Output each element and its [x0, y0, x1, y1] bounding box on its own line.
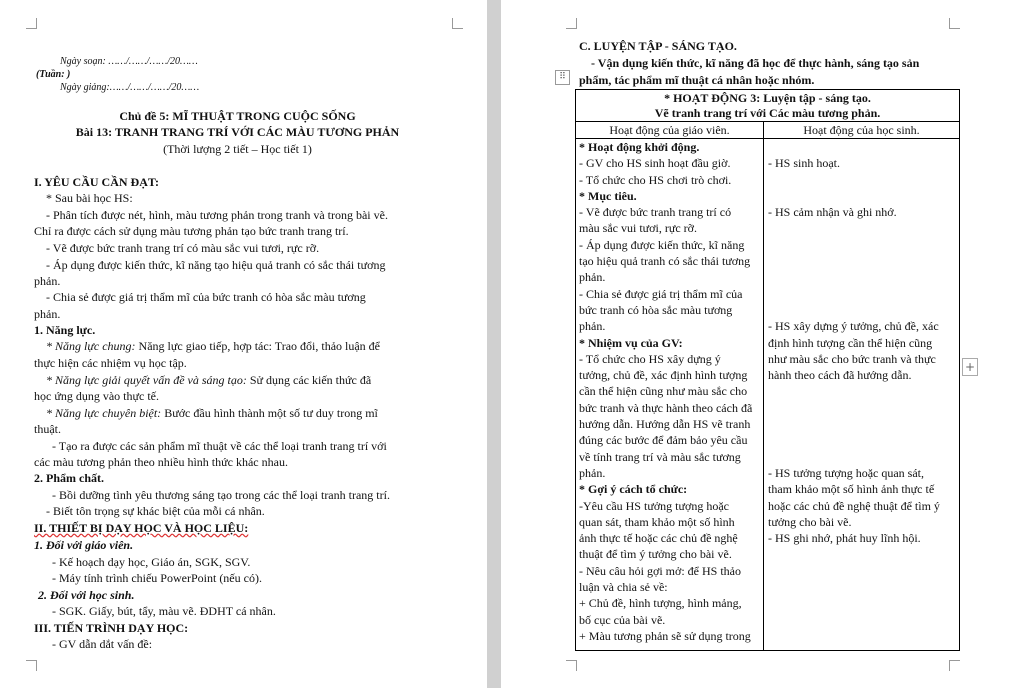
- competency-label: * Năng lực chuyên biệt:: [46, 406, 162, 420]
- table-cell-line: + Màu tương phản sẽ sử dụng trong: [579, 628, 751, 643]
- teacher-activity-cell: [579, 139, 762, 644]
- paragraph: - GV dẫn dắt vấn đề:: [52, 637, 153, 651]
- table-cell-line: - HS sinh hoạt.: [768, 156, 840, 171]
- table-cell-line: - Áp dụng được kiến thức, kĩ năng: [579, 237, 745, 252]
- crop-mark: [566, 18, 577, 29]
- table-cell-line: - HS ghi nhớ, phát huy lĩnh hội.: [768, 531, 921, 546]
- table-cell-line: đúng các bước để đảm bảo yêu cầu: [579, 433, 748, 448]
- paragraph: - Bồi dưỡng tình yêu thương sáng tạo trong các thể loại tranh trang trí.: [52, 488, 390, 502]
- competency-label: * Năng lực chung:: [46, 339, 136, 353]
- paragraph: thuật.: [34, 422, 61, 436]
- section3-heading: III. TIẾN TRÌNH DẠY HỌC:: [34, 621, 189, 635]
- table-cell-line: thuật để tìm ý tưởng cho bài vẽ.: [579, 547, 732, 562]
- lesson-duration: (Thời lượng 2 tiết – Học tiết 1): [163, 142, 312, 156]
- student-activity-item: [768, 465, 940, 546]
- teach-date: Ngày giảng:……/……/……/20……: [60, 82, 200, 93]
- section1-intro: * Sau bài học HS:: [46, 191, 133, 205]
- table-cell-line: quan sát, tham khảo một số hình: [579, 514, 735, 529]
- paragraph: - Chia sẻ được giá trị thẩm mĩ của bức tranh có hòa sắc màu tương: [46, 290, 366, 304]
- paragraph: - Áp dụng được kiến thức, kĩ năng tạo hiệu quả tranh có sắc thái tương: [46, 258, 386, 272]
- student-activity-item: [768, 155, 840, 171]
- document-page-left: [0, 0, 487, 688]
- crop-mark: [26, 660, 37, 671]
- table-cell-line: * Hoạt động khởi động.: [579, 140, 700, 154]
- table-cell-line: ảnh thực tế hoặc các chủ đề nghệ: [579, 531, 738, 546]
- paragraph: học ứng dụng vào thực tế.: [34, 389, 159, 403]
- competency-heading: 1. Năng lực.: [34, 323, 96, 337]
- table-cell-line: về tính trang trí và màu sắc tương: [579, 449, 741, 464]
- page-gap: [487, 0, 501, 688]
- table-cell-line: cần thể hiện cũng như màu sắc cho: [579, 384, 748, 399]
- table-cell-line: tạo hiệu quả tranh có sắc thái tương: [579, 254, 751, 269]
- table-cell-line: * Mục tiêu.: [579, 188, 637, 203]
- table-cell-line: bức tranh có hòa sắc màu tương: [579, 302, 733, 317]
- table-cell-line: -Yêu cầu HS tưởng tượng hoặc: [579, 498, 729, 513]
- competency-text: Bước đầu hình thành một số tư duy trong mĩ: [161, 406, 378, 420]
- lesson-title: Bài 13: TRANH TRANG TRÍ VỚI CÁC MÀU TƯƠNG PHẢN: [75, 125, 400, 139]
- table-cell-line: - GV cho HS sinh hoạt đầu giờ.: [579, 156, 731, 171]
- crop-mark: [26, 18, 37, 29]
- prep-date: Ngày soạn: ……/……/……/20……: [60, 56, 198, 67]
- table-subtitle: Vẽ tranh trang trí với Các màu tương phản.: [654, 106, 881, 120]
- col-header-student: Hoạt động của học sinh.: [803, 123, 920, 137]
- paragraph: - Kế hoạch dạy học, Giáo án, SGK, SGV.: [52, 555, 251, 569]
- table-cell-line: * Gợi ý cách tổ chức:: [579, 482, 688, 497]
- quality-heading: 2. Phẩm chất.: [34, 471, 104, 485]
- student-activity-item: [768, 318, 939, 383]
- crop-mark: [949, 18, 960, 29]
- table-cell-line: - Chia sẻ được giá trị thẩm mĩ của: [579, 286, 743, 301]
- table-cell-line: tham khảo một số hình ảnh thực tế: [768, 482, 935, 497]
- table-cell-line: - HS tưởng tượng hoặc quan sát,: [768, 466, 925, 480]
- paragraph: - Biết tôn trọng sự khác biệt của mỗi cá nhân.: [46, 504, 265, 518]
- table-cell-line: hoặc các chủ đề nghệ thuật để tìm ý: [768, 498, 940, 513]
- paragraph: - Phân tích được nét, hình, màu tương phản trong tranh và trong bài vẽ.: [46, 208, 388, 222]
- competency-text: Sử dụng các kiến thức đã: [246, 373, 372, 387]
- section2-heading: II. THIẾT BỊ DẠY HỌC VÀ HỌC LIỆU:: [34, 521, 249, 535]
- table-cell-line: như màu sắc cho bức tranh và thực: [768, 351, 936, 366]
- table-cell-line: phản.: [579, 270, 606, 285]
- table-cell-line: luận và chia sẻ về:: [579, 580, 668, 595]
- table-cell-line: * Nhiệm vụ của GV:: [579, 335, 683, 350]
- competency-label: * Năng lực giải quyết vấn đề và sáng tạo:: [46, 373, 247, 387]
- teacher-heading: 1. Đối với giáo viên.: [34, 538, 134, 552]
- table-cell-line: - Nêu câu hỏi gợi mở: để HS thảo: [579, 563, 741, 578]
- table-cell-line: - HS xây dựng ý tưởng, chủ đề, xác: [768, 319, 939, 334]
- table-cell-line: tưởng, chủ đề, xác định hình tượng: [579, 368, 748, 383]
- section-c-heading: C. LUYỆN TẬP - SÁNG TẠO.: [579, 39, 737, 53]
- week-label: (Tuần: ): [36, 69, 71, 80]
- table-cell-line: - HS cảm nhận và ghi nhớ.: [768, 205, 897, 220]
- section-c-intro: - Vận dụng kiến thức, kĩ năng đã học để thực hành, sáng tạo sản: [591, 56, 920, 70]
- table-cell-line: hướng dẫn. Hướng dẫn HS vẽ tranh: [579, 417, 751, 432]
- col-header-teacher: Hoạt động của giáo viên.: [609, 123, 730, 137]
- paragraph: Chỉ ra được cách sử dụng màu tương phản tạo bức tranh trang trí.: [34, 224, 349, 238]
- crop-mark: [452, 18, 463, 29]
- table-cell-line: - Vẽ được bức tranh trang trí có: [579, 205, 732, 220]
- table-cell-line: bố cục của bài vẽ.: [579, 612, 666, 627]
- paragraph: - Máy tính trình chiếu PowerPoint (nếu có).: [52, 571, 262, 585]
- section-c-intro: phẩm, tác phẩm mĩ thuật cá nhân hoặc nhóm.: [579, 73, 815, 87]
- paragraph: - SGK. Giấy, bút, tẩy, màu vẽ. ĐDHT cá nhân.: [52, 604, 276, 618]
- crop-mark: [566, 660, 577, 671]
- table-cell-line: phản.: [579, 465, 606, 480]
- table-column-rule: [763, 122, 764, 651]
- student-heading: 2. Đối với học sinh.: [38, 588, 135, 602]
- document-page-right: [501, 0, 1009, 688]
- paragraph: - Vẽ được bức tranh trang trí có màu sắc vui tươi, rực rỡ.: [46, 241, 320, 255]
- paragraph: [46, 372, 371, 388]
- paragraph: [46, 405, 378, 421]
- table-cell-line: - Tổ chức cho HS chơi trò chơi.: [579, 172, 732, 187]
- table-cell-line: màu sắc vui tươi, rực rỡ.: [579, 221, 698, 236]
- competency-text: Năng lực giao tiếp, hợp tác: Trao đổi, thảo luận để: [135, 339, 381, 353]
- table-cell-line: phản.: [579, 319, 606, 334]
- table-cell-line: + Chủ đề, hình tượng, hình mảng,: [579, 596, 742, 611]
- paragraph: phản.: [34, 274, 61, 288]
- crop-mark: [949, 660, 960, 671]
- paragraph: các màu tương phản theo nhiều hình thức khác nhau.: [34, 455, 288, 469]
- section1-heading: I. YÊU CẦU CẦN ĐẠT:: [34, 175, 159, 189]
- table-title: * HOẠT ĐỘNG 3: Luyện tập - sáng tạo.: [664, 91, 871, 105]
- activity-table: [575, 89, 960, 651]
- paragraph: phản.: [34, 307, 61, 321]
- paragraph: - Tạo ra được các sản phẩm mĩ thuật về các thể loại tranh trang trí với: [52, 439, 387, 453]
- table-cell-line: hành theo cách đã hướng dẫn.: [768, 368, 912, 383]
- paragraph: thực hiện các nhiệm vụ học tập.: [34, 356, 187, 370]
- table-move-handle[interactable]: ⠿: [555, 70, 570, 85]
- table-cell-line: tưởng cho bài vẽ.: [768, 514, 852, 529]
- table-cell-line: định hình tượng cần thể hiện cũng: [768, 335, 933, 350]
- table-cell-line: bức tranh và thực hành theo cách đã: [579, 400, 753, 415]
- paragraph: [46, 338, 380, 354]
- student-activity-item: [768, 204, 897, 220]
- topic-title: Chủ đề 5: MĨ THUẬT TRONG CUỘC SỐNG: [119, 109, 356, 123]
- add-column-button[interactable]: +: [962, 358, 978, 376]
- table-cell-line: - Tổ chức cho HS xây dựng ý: [579, 351, 721, 366]
